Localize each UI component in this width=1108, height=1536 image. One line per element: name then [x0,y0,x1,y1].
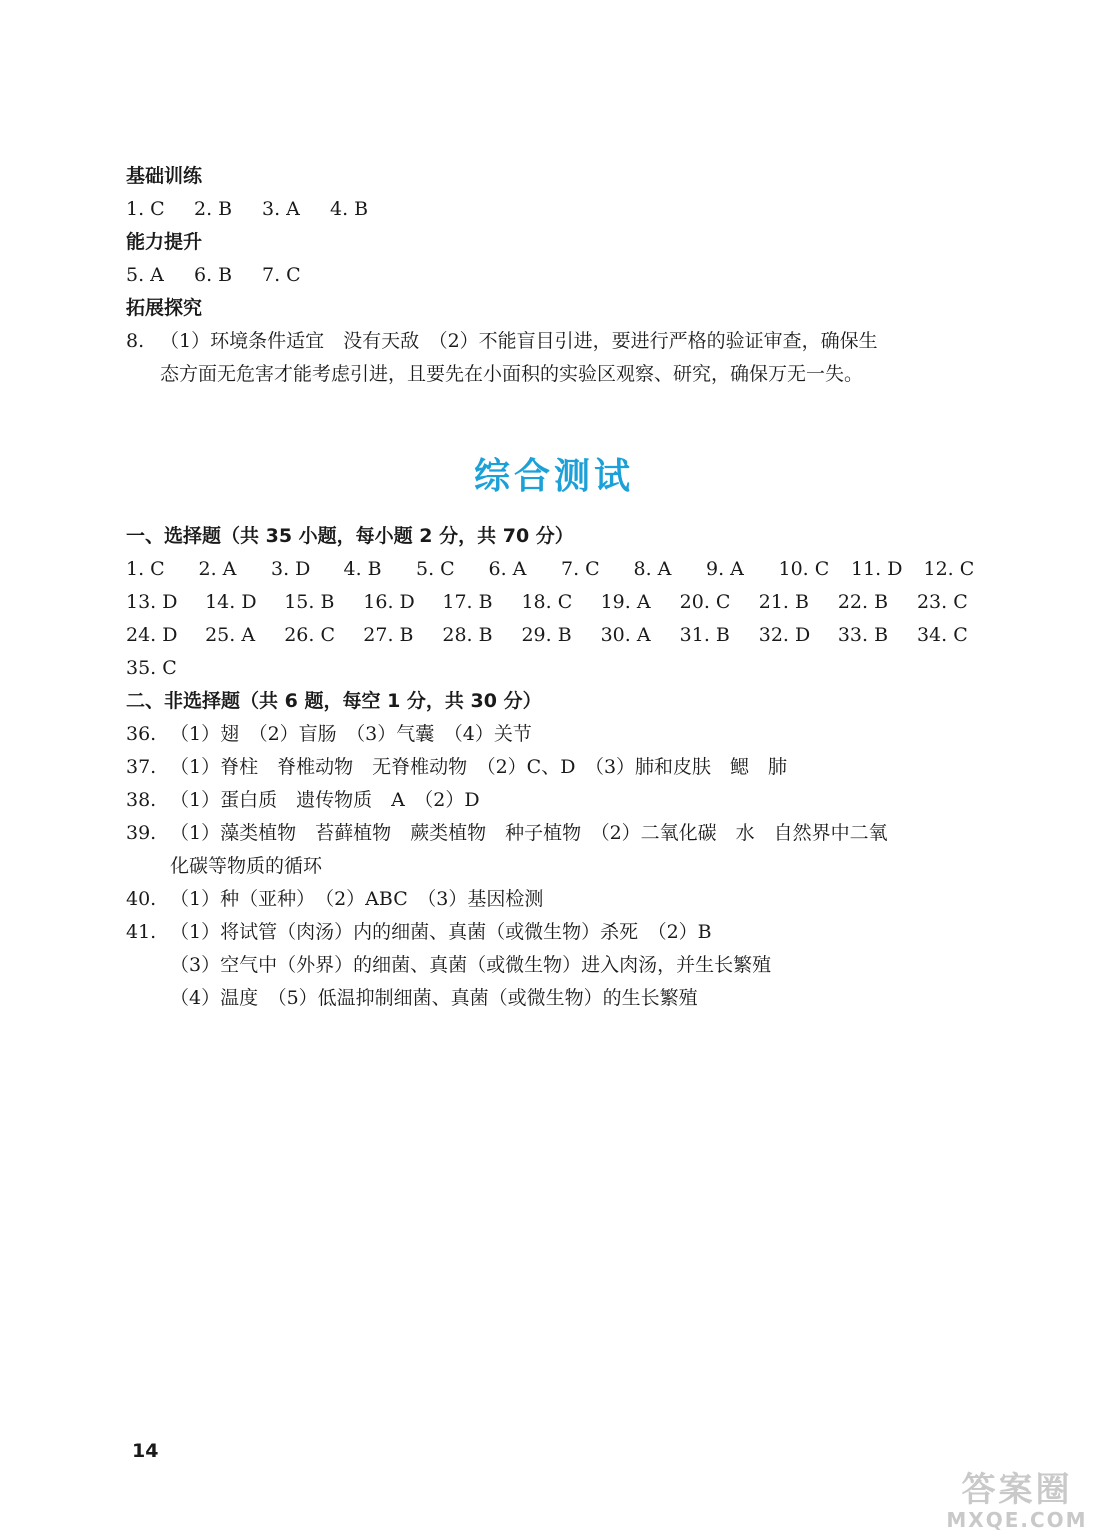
mc-answer: 19. A [600,591,651,613]
question-number: 40. [126,888,157,910]
mc-row [126,553,996,586]
answer: 3. A [262,198,300,220]
mc-answer: 17. B [442,591,493,613]
question-number: 36. [126,723,157,745]
answer-text: （1）藻类植物 苔藓植物 蕨类植物 种子植物 （2）二氧化碳 水 自然界中二氧 [170,822,888,844]
answer-q8-continued: 态方面无危害才能考虑引进，且要先在小面积的实验区观察、研究，确保万无一失。 [160,363,864,385]
mc-answer: 26. C [284,624,335,646]
basic-answers [126,193,996,226]
mc-answer: 7. C [561,558,600,580]
mc-answer: 29. B [521,624,572,646]
ability-answers [126,259,996,292]
mc-answer: 27. B [363,624,414,646]
mc-answer: 5. C [416,558,455,580]
watermark-url: MXQE.COM [946,1508,1088,1532]
mc-answer: 20. C [679,591,731,613]
mc-answer: 14. D [205,591,257,613]
mc-answer: 8. A [633,558,672,580]
mc-answer: 2. A [198,558,237,580]
question-number: 38. [126,789,157,811]
mc-answer: 34. C [916,624,968,646]
mc-answer: 18. C [521,591,573,613]
mc-answer: 6. A [488,558,527,580]
multiple-choice-section [126,520,996,685]
answer-q41-line3: （4）温度 （5）低温抑制细菌、真菌（或微生物）的生长繁殖 [170,987,698,1009]
answer-text: （1）种（亚种） （2）ABC （3）基因检测 [170,888,544,910]
mc-row [126,586,996,619]
heading-extension: 拓展探究 [126,297,203,319]
answer: 1. C [126,198,165,220]
answer-text: （1）脊柱 脊椎动物 无脊椎动物 （2）C、D （3）肺和皮肤 鳃 肺 [170,756,788,778]
mc-answer: 31. B [679,624,730,646]
heading-non-choice: 二、非选择题（共 6 题，每空 1 分，共 30 分） [126,690,542,712]
mc-answer: 4. B [343,558,382,580]
question-number: 37. [126,756,157,778]
mc-answer: 25. A [205,624,256,646]
answer-text: （1）将试管（肉汤）内的细菌、真菌（或微生物）杀死 （2）B [170,921,712,943]
answer-q36 [126,718,996,751]
mc-row [126,619,996,652]
mc-answer: 22. B [837,591,889,613]
mc-answer: 28. B [442,624,493,646]
page-number: 14 [132,1440,159,1462]
question-number: 39. [126,822,157,844]
mc-answer: 9. A [706,558,744,580]
mc-answer: 15. B [284,591,335,613]
mc-answer: 13. D [126,591,178,613]
mc-answer: 30. A [600,624,651,646]
mc-answer: 23. C [916,591,968,613]
mc-answer: 1. C [126,558,165,580]
watermark-text: 答案圈 [961,1470,1073,1510]
question-number: 8. [126,330,145,352]
mc-row [126,652,996,685]
answer-q41 [126,916,996,949]
answer-q39 [126,817,996,850]
mc-answer: 35. C [126,657,177,679]
answer: 4. B [330,198,369,220]
answer: 2. B [194,198,233,220]
answer-q41-line2: （3）空气中（外界）的细菌、真菌（或微生物）进入肉汤，并生长繁殖 [170,954,772,976]
previous-section [126,160,996,391]
question-number: 41. [126,921,157,943]
section-title: 综合测试 [473,455,634,497]
heading-multiple-choice: 一、选择题（共 35 小题，每小题 2 分，共 70 分） [126,525,574,547]
mc-answer: 24. D [126,624,178,646]
mc-answer: 11. D [851,558,903,580]
answer-q37 [126,751,996,784]
answer-q40 [126,883,996,916]
answer: 6. B [194,264,233,286]
answer-q8 [126,325,996,358]
mc-answer: 16. D [363,591,415,613]
answer: 7. C [262,264,301,286]
heading-basic-training: 基础训练 [126,165,203,187]
mc-answer: 21. B [758,591,809,613]
mc-answer: 3. D [271,558,311,580]
watermark-logo [932,1462,1102,1532]
answer-text: （1）蛋白质 遗传物质 A （2）D [170,789,480,811]
answer-text: （1）翅 （2）盲肠 （3）气囊 （4）关节 [170,723,532,745]
answer-q38 [126,784,996,817]
non-choice-section [126,685,996,1015]
mc-answer: 33. B [837,624,889,646]
answer: 5. A [126,264,164,286]
mc-answer: 12. C [923,558,975,580]
mc-answer: 10. C [778,558,830,580]
mc-answer: 32. D [758,624,811,646]
answer-q39-continued: 化碳等物质的循环 [170,855,323,877]
answer-text: （1）环境条件适宜 没有天敌 （2）不能盲目引进，要进行严格的验证审查，确保生 [160,330,878,352]
heading-ability: 能力提升 [126,231,203,253]
